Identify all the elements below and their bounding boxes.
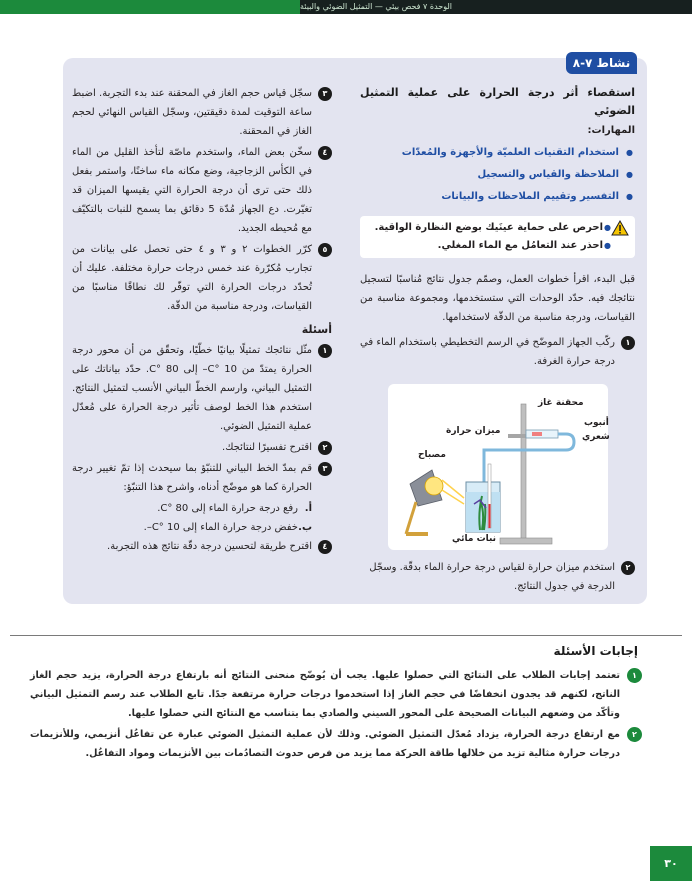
skill-item: ● التفسير وتقييم الملاحظات والبيانات (360, 186, 635, 208)
sub-question-letter: أ. (304, 503, 312, 514)
question-number: ١ (318, 344, 332, 358)
label-lamp: مصباح (418, 450, 446, 460)
label-plant: نبات مائي (452, 534, 497, 544)
question-number: ٣ (318, 462, 332, 476)
header-title: الوحدة ٧ فحص بيئي — التمثيل الضوئي والبيئة (299, 2, 452, 11)
label-tube: أنبوب (584, 418, 609, 428)
page-number: ٣٠ (650, 846, 692, 881)
answer-item (30, 666, 642, 723)
step-number: ٢ (621, 561, 635, 575)
question-item (72, 438, 332, 457)
answer-item (30, 725, 642, 763)
label-syringe: محقنة غاز (538, 398, 584, 408)
activity-right-column (360, 84, 635, 371)
apparatus-diagram (388, 384, 608, 550)
answer-number: ٢ (627, 727, 642, 742)
step-text: سجّل قياس حجم الغاز في المحقنة عند بدء التجربة. اضبط ساعة التوقيت لمدة دقيقتين، وسجّل القياس النهائي لحجم الغاز في المحقنة. (72, 88, 312, 137)
question-text: اقترح طريقة لتحسين درجة دقّة نتائج هذه التجربة. (107, 541, 312, 552)
answer-number: ١ (627, 668, 642, 683)
question-text: مثّل نتائجك تمثيلًا بيانيًا خطّيًا، وتحقّق من أن محور درجة الحرارة يمتدّ من C° 10– إلى C° 80. حدّد بياناتك على التمثيل البياني، وارسم الخطّ البياني الأنسب لتمثيل النتائج. استخدم هذا الخط لوصف تأثير درجة الحرارة على مُعدّل عملية التمثيل الضوئي. (72, 345, 312, 432)
warning-line: ● احذر عند التعامُل مع الماء المغلي. (437, 240, 611, 251)
label-thermometer: ميزان حرارة (446, 426, 501, 436)
step-item (360, 558, 635, 596)
step-text: استخدم ميزان حرارة لقياس درجة حرارة الماء بدقّة. وسجّل الدرجة في جدول النتائج. (369, 562, 615, 592)
question-number: ٢ (318, 441, 332, 455)
label-capillary: شعري (582, 432, 610, 442)
answers-section (10, 635, 682, 781)
sub-question (72, 518, 332, 537)
step-number: ١ (621, 336, 635, 350)
activity-left-column (72, 84, 332, 558)
step-text: ركّب الجهاز الموضّح في الرسم التخطيطي باستخدام الماء في درجة حرارة الغرفة. (360, 337, 615, 367)
question-number: ٤ (318, 540, 332, 554)
step-number: ٣ (318, 87, 332, 101)
sub-question-text: خفض درجة حرارة الماء إلى C° 10–. (143, 522, 298, 533)
top-bar-accent (0, 0, 300, 14)
question-item (72, 459, 332, 497)
answers-heading: إجابات الأسئلة (553, 644, 638, 658)
activity-intro: قبل البدء، اقرأ خطوات العمل، وصمّم جدول نتائج مُناسبًا لتسجيل نتائجك فيه. حدّد الوحدات التي ستستخدمها، ومجموعة مناسبة من القياسات، ودرجة مناسبة من الدقّة لاستخدامها. (360, 274, 635, 323)
apparatus-drawing (388, 384, 608, 550)
question-item (72, 537, 332, 556)
questions-heading: أسئلة (301, 323, 332, 336)
step-item (72, 84, 332, 141)
top-bar (0, 0, 692, 14)
warning-line: ● احرص على حماية عينَيك بوضع النظارة الواقية. (374, 222, 611, 233)
activity-title: استقصاء أثر درجة الحرارة على عملية التمثيل الضوئي (360, 86, 635, 117)
activity-tab: نشاط ٧-٨ (566, 52, 637, 74)
step-text: كرّر الخطوات ٢ و ٣ و ٤ حتى تحصل على بيانات من تجارب مُكرّرة عند خمس درجات حرارة مختلفة. عليك أن تُحدّد درجات الحرارة التي توفّر لك نطاقًا مناسبًا من القياسات، ودرجة مناسبة من الدقّة. (72, 244, 313, 312)
sub-question-letter: ب. (298, 522, 312, 533)
answer-text: تعتمد إجابات الطلاب على النتائج التي حصلوا عليها. يجب أن يُوضّح منحنى النتائج أنه بارتفاع درجة الحرارة، يزيد حجم الغاز الناتج، لكنهم قد يجدون انخفاضًا في حجم الغاز إذا استخدموا درجات حرارة مرتفعة جدًا. تابع الطلاب عند رسم التمثيل البياني وتأكّد من وضعهم البيانات الصحيحة على المحور السيني والصادي بما يتناسب مع النتائج التي حصلوا عليها. (30, 670, 620, 719)
skills-heading: المهارات: (587, 125, 635, 136)
step-item (72, 143, 332, 238)
sub-question (72, 499, 332, 518)
step-item (72, 240, 332, 316)
question-text: قم بمدّ الخط البياني للتنبّؤ بما سيحدث إذا تمّ تغيير درجة الحرارة كما هو موضّح أدناه، واشرح هذا التنبّؤ: (72, 463, 312, 493)
question-text: اقترح تفسيرًا لنتائجك. (222, 442, 312, 453)
safety-warning-box (360, 216, 635, 258)
answer-text: مع ارتفاع درجة الحرارة، يزداد مُعدّل التمثيل الضوئي. وذلك لأن عملية التمثيل الضوئي عبارة عن تفاعُل أنزيمي، وللأنزيمات درجات حرارة مثالية تزيد من خلالها طاقة الحركة مما يزيد من فرص حدوث التصادُمات بين الأنزيمات ومواد التفاعُل. (30, 729, 620, 759)
skill-item: ● الملاحظة والقياس والتسجيل (360, 164, 635, 186)
step-number: ٥ (318, 243, 332, 257)
step-number: ٤ (318, 146, 332, 160)
skill-item: ● استخدام التقنيات العلميّة والأجهزة والمُعدّات (360, 142, 635, 164)
question-item (72, 341, 332, 436)
skills-list (360, 142, 635, 208)
step-item (360, 333, 635, 371)
step-text: سخّن بعض الماء، واستخدم ماصّة لتأخذ القليل من الماء في الكأس الزجاجية، وضع مكانه ماء ساخنًا، واستمر بفعل ذلك حتى ترى أن درجة الحرارة التي يقيسها الميزان قد تغيّرت. دع الجهاز مُدّة 5 دقائق بما يسمح للنبات بالتكيّف مع مُحيطه الجديد. (72, 147, 312, 234)
sub-question-text: رفع درجة حرارة الماء إلى C° 80. (157, 503, 298, 514)
